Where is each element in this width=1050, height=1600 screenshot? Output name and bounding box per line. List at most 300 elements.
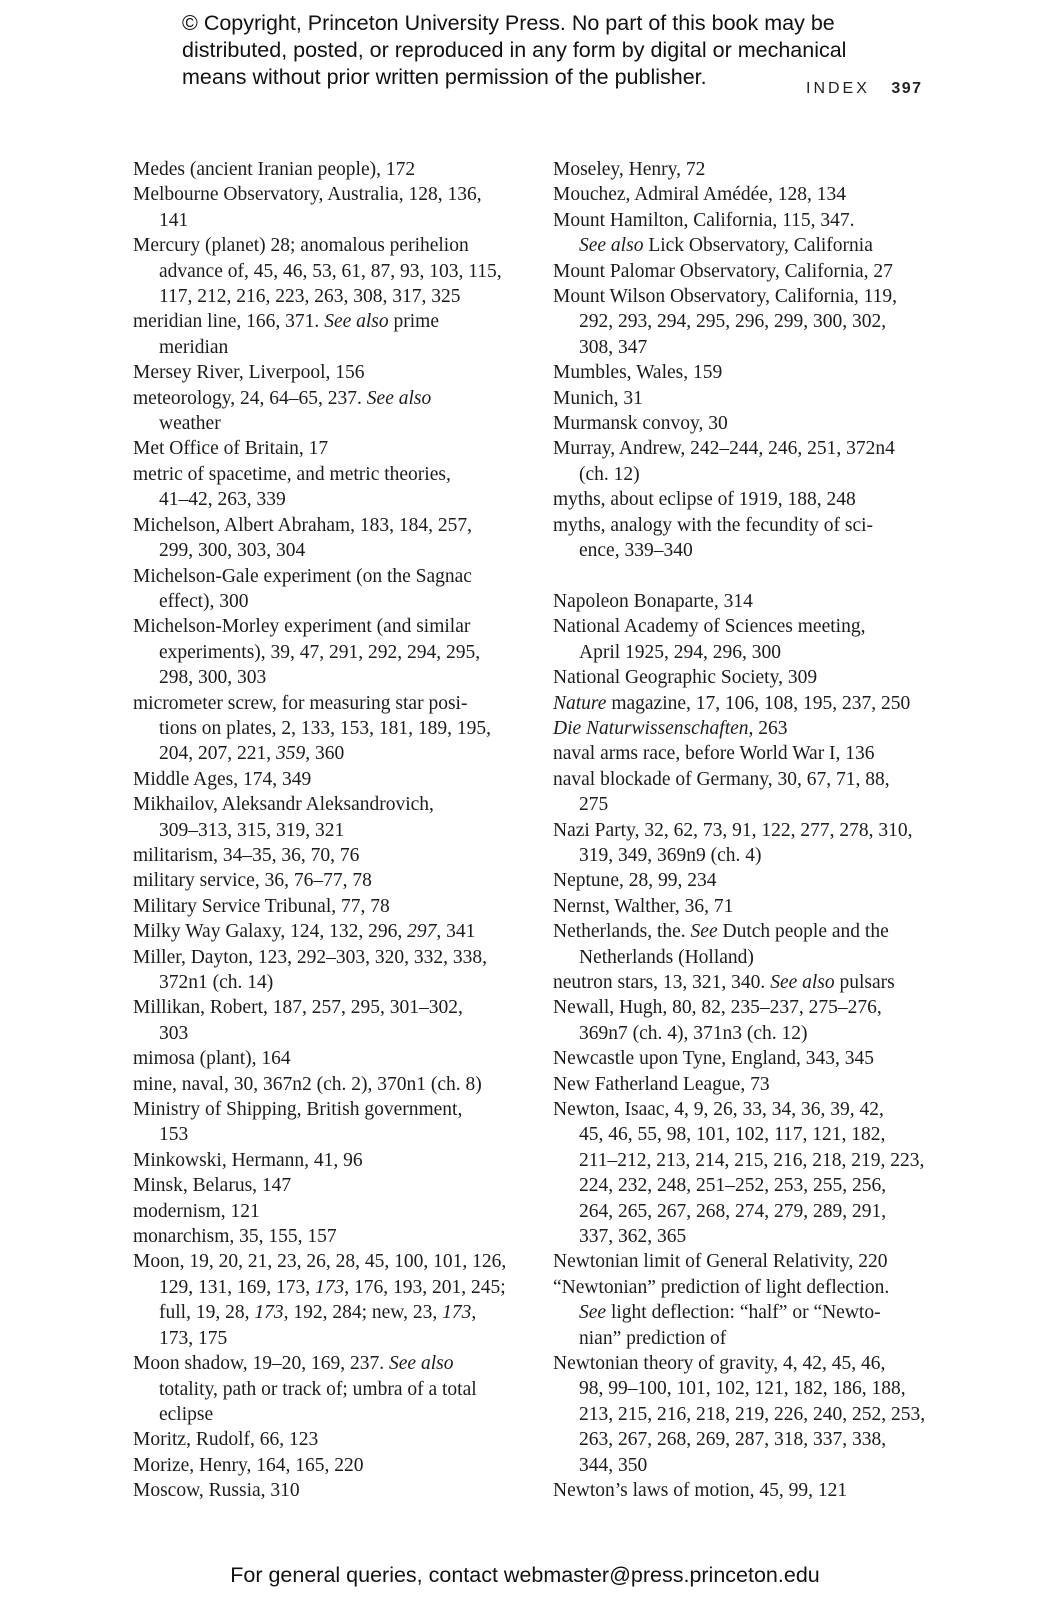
copyright-notice xyxy=(182,10,902,91)
entry-text: Miller, Dayton, 123, 292–303, 320, 332, 338, xyxy=(133,946,487,968)
index-entry-continuation-line xyxy=(553,1300,938,1325)
entry-text: Morize, Henry, 164, 165, 220 xyxy=(133,1454,364,1476)
index-entry-continuation-line xyxy=(133,1377,513,1402)
entry-text: experiments), 39, 47, 291, 292, 294, 295, xyxy=(159,641,481,663)
entry-text: Melbourne Observatory, Australia, 128, 136, xyxy=(133,184,482,206)
entry-text: , 192, 284; new, 23, xyxy=(283,1302,443,1324)
entry-text: , 341 xyxy=(436,921,476,943)
index-entry xyxy=(553,970,938,995)
entry-text: 129, 131, 169, 173, xyxy=(159,1276,315,1298)
entry-text: prime xyxy=(388,311,439,333)
index-entry xyxy=(133,843,513,868)
index-entry-continuation-line xyxy=(553,843,938,868)
entry-text: naval arms race, before World War I, 136 xyxy=(553,743,875,765)
entry-text: 98, 99–100, 101, 102, 121, 182, 186, 188, xyxy=(579,1378,906,1400)
entry-italic-text: See xyxy=(579,1302,607,1324)
entry-text: effect), 300 xyxy=(159,590,249,612)
index-entry xyxy=(133,1351,513,1427)
entry-text: nian” prediction of xyxy=(579,1327,727,1349)
entry-text: Middle Ages, 174, 349 xyxy=(133,768,312,790)
entry-text: light deflection: “half” or “Newto- xyxy=(606,1302,881,1324)
entry-text: mimosa (plant), 164 xyxy=(133,1048,291,1070)
index-entry xyxy=(133,1478,513,1503)
index-entry-heading-line xyxy=(553,868,938,893)
index-entry-heading-line xyxy=(133,1427,513,1452)
index-entry-continuation-line xyxy=(553,1453,938,1478)
index-entry-continuation-line xyxy=(133,640,513,665)
index-entry xyxy=(553,716,938,741)
copyright-line: © Copyright, Princeton University Press. No part of this book may be xyxy=(182,11,835,35)
entry-text: Minsk, Belarus, 147 xyxy=(133,1175,292,1197)
entry-text: militarism, 34–35, 36, 70, 76 xyxy=(133,844,360,866)
entry-text: 372n1 (ch. 14) xyxy=(159,972,274,993)
index-entry-heading-line xyxy=(133,1199,513,1224)
entry-text: myths, analogy with the fecundity of sci- xyxy=(553,514,874,536)
entry-text: Netherlands, the. xyxy=(553,921,691,943)
entry-text: ence, 339–340 xyxy=(579,540,693,562)
entry-text: 141 xyxy=(159,209,189,231)
entry-text: monarchism, 35, 155, 157 xyxy=(133,1226,337,1248)
index-entry xyxy=(133,614,513,690)
index-entry xyxy=(553,741,938,766)
index-entry xyxy=(133,1173,513,1198)
index-entry-continuation-line xyxy=(553,792,938,817)
index-entry-continuation-line xyxy=(553,1021,938,1046)
entry-text: full, 19, 28, xyxy=(159,1302,255,1324)
entry-text: weather xyxy=(159,413,221,435)
entry-text: 299, 300, 303, 304 xyxy=(159,540,306,562)
index-entry xyxy=(553,360,938,385)
index-entry xyxy=(553,1249,938,1274)
entry-text: military service, 36, 76–77, 78 xyxy=(133,870,372,892)
index-entry-continuation-line xyxy=(133,665,513,690)
running-head xyxy=(806,80,923,98)
index-entry-continuation-line xyxy=(133,538,513,563)
index-entry-heading-line xyxy=(133,360,513,385)
entry-italic-text: See also xyxy=(579,235,644,257)
index-entry-heading-line xyxy=(553,970,938,995)
index-entry xyxy=(133,309,513,360)
index-entry-heading-line xyxy=(553,1478,938,1503)
entry-text: Ministry of Shipping, British government, xyxy=(133,1099,463,1121)
entry-text: Lick Observatory, California xyxy=(643,235,873,257)
entry-text: Newall, Hugh, 80, 82, 235–237, 275–276, xyxy=(553,997,882,1019)
index-entry xyxy=(553,157,938,182)
entry-text: Nernst, Walther, 36, 71 xyxy=(553,895,734,917)
index-entry-continuation-line xyxy=(133,970,513,995)
entry-text: 344, 350 xyxy=(579,1454,648,1476)
index-entry xyxy=(133,360,513,385)
index-entry-heading-line xyxy=(133,386,513,411)
entry-text: , 360 xyxy=(305,743,345,765)
index-entry-heading-line xyxy=(553,157,938,182)
index-entry-continuation-line xyxy=(133,1021,513,1046)
entry-text: 292, 293, 294, 295, 296, 299, 300, 302, xyxy=(579,311,887,333)
index-entry-continuation-line xyxy=(133,487,513,512)
index-entry xyxy=(133,1199,513,1224)
entry-text: magazine, 17, 106, 108, 195, 237, 250 xyxy=(606,692,911,714)
entry-text: Minkowski, Hermann, 41, 96 xyxy=(133,1149,363,1171)
index-entry xyxy=(553,919,938,970)
index-entry xyxy=(553,614,938,665)
index-entry-heading-line xyxy=(553,894,938,919)
entry-text: 298, 300, 303 xyxy=(159,667,267,689)
entry-text: mine, naval, 30, 367n2 (ch. 2), 370n1 (ch. 8) xyxy=(133,1073,482,1095)
index-entry xyxy=(553,284,938,360)
index-entry-heading-line xyxy=(133,1097,513,1122)
entry-text: (ch. 12) xyxy=(579,463,640,485)
index-entry-heading-line xyxy=(133,436,513,461)
entry-text: Moseley, Henry, 72 xyxy=(553,159,706,180)
index-entry-heading-line xyxy=(553,259,938,284)
index-entry-continuation-line xyxy=(553,1326,938,1351)
index-entry xyxy=(553,208,938,259)
index-entry-heading-line xyxy=(553,1072,938,1097)
index-entry-continuation-line xyxy=(133,208,513,233)
index-entry xyxy=(553,1072,938,1097)
entry-text: Mercury (planet) 28; anomalous perihelion xyxy=(133,235,469,257)
index-entry-heading-line xyxy=(133,1072,513,1097)
entry-text: Dutch people and the xyxy=(717,921,889,943)
entry-text: Michelson, Albert Abraham, 183, 184, 257, xyxy=(133,514,473,536)
entry-text: totality, path or track of; umbra of a total xyxy=(159,1378,477,1400)
index-entry-heading-line xyxy=(133,1249,513,1274)
entry-text: Nazi Party, 32, 62, 73, 91, 122, 277, 278, 310, xyxy=(553,819,913,841)
index-entry-heading-line xyxy=(133,868,513,893)
index-entry-heading-line xyxy=(553,614,938,639)
index-entry xyxy=(553,487,938,512)
index-entry-heading-line xyxy=(553,741,938,766)
index-entry-continuation-line xyxy=(133,1300,513,1325)
entry-text: 224, 232, 248, 251–252, 253, 255, 256, xyxy=(579,1175,887,1197)
index-entry-heading-line xyxy=(133,513,513,538)
entry-text: 369n7 (ch. 4), 371n3 (ch. 12) xyxy=(579,1022,808,1044)
index-entry-continuation-line xyxy=(553,1427,938,1452)
entry-italic-text: 173 xyxy=(254,1302,284,1324)
index-entry-heading-line xyxy=(553,1249,938,1274)
entry-italic-text: See also xyxy=(770,971,835,993)
entry-text: Michelson-Gale experiment (on the Sagnac xyxy=(133,565,472,587)
index-entry-heading-line xyxy=(553,665,938,690)
index-entry xyxy=(133,564,513,615)
index-entry-heading-line xyxy=(133,792,513,817)
entry-italic-text: See also xyxy=(389,1353,454,1375)
entry-text: Michelson-Morley experiment (and similar xyxy=(133,616,471,638)
entry-text: Neptune, 28, 99, 234 xyxy=(553,870,717,892)
index-entry-continuation-line xyxy=(133,716,513,741)
entry-text: meteorology, 24, 64–65, 237. xyxy=(133,387,367,409)
entry-text: Medes (ancient Iranian people), 172 xyxy=(133,159,416,180)
index-entry xyxy=(553,436,938,487)
entry-text: 173, 175 xyxy=(159,1327,228,1349)
index-entry xyxy=(133,1148,513,1173)
index-entry-continuation-line xyxy=(133,284,513,309)
index-entry-continuation-line xyxy=(553,335,938,360)
entry-text: meridian xyxy=(159,336,229,358)
index-entry-continuation-line xyxy=(133,1326,513,1351)
entry-text: Newton, Isaac, 4, 9, 26, 33, 34, 36, 39, 42, xyxy=(553,1099,884,1121)
index-entry xyxy=(133,1249,513,1351)
entry-text: Mumbles, Wales, 159 xyxy=(553,362,723,384)
index-entry xyxy=(133,462,513,513)
index-entry-heading-line xyxy=(553,995,938,1020)
entry-text: April 1925, 294, 296, 300 xyxy=(579,641,782,663)
index-entry-continuation-line xyxy=(553,1376,938,1401)
index-entry xyxy=(133,436,513,461)
index-entry xyxy=(553,767,938,818)
entry-italic-text: See also xyxy=(366,387,432,409)
index-entry-continuation-line xyxy=(553,538,938,563)
index-entry xyxy=(553,691,938,716)
entry-text: Mount Palomar Observatory, California, 27 xyxy=(553,260,893,282)
entry-text: Munich, 31 xyxy=(553,387,643,409)
index-entry-heading-line xyxy=(553,360,938,385)
index-entry xyxy=(553,665,938,690)
index-entry xyxy=(133,919,513,944)
index-entry-continuation-line xyxy=(133,818,513,843)
entry-text: , xyxy=(471,1302,477,1324)
index-entry xyxy=(133,945,513,996)
entry-text: Murray, Andrew, 242–244, 246, 251, 372n4 xyxy=(553,438,895,460)
index-entry-heading-line xyxy=(133,157,513,182)
entry-text: Moon, 19, 20, 21, 23, 26, 28, 45, 100, 101, 126, xyxy=(133,1251,507,1273)
index-entry xyxy=(553,386,938,411)
index-entry-continuation-line xyxy=(553,640,938,665)
index-entry-heading-line xyxy=(133,1224,513,1249)
entry-text: Newtonian theory of gravity, 4, 42, 45, 46, xyxy=(553,1353,886,1375)
index-entry xyxy=(133,1072,513,1097)
entry-text: Mouchez, Admiral Amédée, 128, 134 xyxy=(553,184,846,206)
entry-italic-text: 359 xyxy=(276,743,306,765)
entry-text: Moon shadow, 19–20, 169, 237. xyxy=(133,1353,390,1375)
letter-group-gap xyxy=(553,564,938,589)
index-column-right xyxy=(553,157,938,1504)
entry-text: Murmansk convoy, 30 xyxy=(553,413,728,435)
entry-text: 319, 349, 369n9 (ch. 4) xyxy=(579,844,762,866)
index-entry-heading-line xyxy=(133,1453,513,1478)
index-entry-continuation-line xyxy=(553,1224,938,1249)
copyright-line: means without prior written permission of the publisher. xyxy=(182,65,707,89)
index-entry-continuation-line xyxy=(553,1402,938,1427)
index-entry xyxy=(133,386,513,437)
copyright-line: distributed, posted, or reproduced in any form by digital or mechanical xyxy=(182,38,847,62)
index-entry-heading-line xyxy=(133,309,513,334)
index-entry-heading-line xyxy=(133,182,513,207)
entry-text: Met Office of Britain, 17 xyxy=(133,438,329,460)
entry-text: 213, 215, 216, 218, 219, 226, 240, 252, 253, xyxy=(579,1403,926,1425)
entry-text: 41–42, 263, 339 xyxy=(159,489,286,511)
index-entry xyxy=(133,157,513,182)
index-entry-continuation-line xyxy=(553,233,938,258)
entry-italic-text: 173 xyxy=(442,1302,472,1324)
index-entry xyxy=(553,818,938,869)
entry-italic-text: See also xyxy=(324,311,389,333)
index-entry-heading-line xyxy=(133,1478,513,1503)
index-entry-heading-line xyxy=(133,843,513,868)
index-entry-heading-line xyxy=(133,1173,513,1198)
index-entry xyxy=(133,894,513,919)
index-entry xyxy=(553,182,938,207)
entry-text: 204, 207, 221, xyxy=(159,743,276,765)
index-entry xyxy=(553,1097,938,1249)
index-entry xyxy=(553,1351,938,1478)
index-entry-heading-line xyxy=(553,589,938,614)
index-entry-heading-line xyxy=(553,1046,938,1071)
entry-italic-text: Die Naturwissenschaften xyxy=(553,717,749,739)
index-entry-heading-line xyxy=(133,919,513,944)
entry-text: Mersey River, Liverpool, 156 xyxy=(133,362,365,384)
index-entry-continuation-line xyxy=(553,1148,938,1173)
index-entry-heading-line xyxy=(133,691,513,716)
index-entry-heading-line xyxy=(553,513,938,538)
index-entry xyxy=(133,767,513,792)
index-entry xyxy=(133,691,513,767)
index-entry-heading-line xyxy=(553,436,938,461)
index-entry-heading-line xyxy=(133,1148,513,1173)
entry-text: Milky Way Galaxy, 124, 132, 296, xyxy=(133,921,408,943)
entry-italic-text: 173 xyxy=(315,1276,345,1298)
index-entry xyxy=(133,1224,513,1249)
index-entry-continuation-line xyxy=(553,1122,938,1147)
entry-text: 45, 46, 55, 98, 101, 102, 117, 121, 182, xyxy=(579,1124,886,1146)
index-entry xyxy=(553,259,938,284)
index-entry xyxy=(553,513,938,564)
index-entry xyxy=(133,995,513,1046)
index-entry-heading-line xyxy=(553,411,938,436)
entry-text: Military Service Tribunal, 77, 78 xyxy=(133,895,390,917)
index-entry-heading-line xyxy=(553,1351,938,1376)
entry-text: neutron stars, 13, 321, 340. xyxy=(553,971,771,993)
index-entry-continuation-line xyxy=(133,335,513,360)
entry-text: metric of spacetime, and metric theories, xyxy=(133,463,451,485)
index-entry-heading-line xyxy=(553,818,938,843)
entry-text: National Academy of Sciences meeting, xyxy=(553,616,866,638)
index-entry-heading-line xyxy=(553,919,938,944)
entry-text: , 176, 193, 201, 245; xyxy=(344,1276,506,1298)
index-entry-heading-line xyxy=(553,182,938,207)
index-entry-heading-line xyxy=(133,995,513,1020)
index-entry-continuation-line xyxy=(133,589,513,614)
entry-text: eclipse xyxy=(159,1403,214,1425)
index-entry xyxy=(133,868,513,893)
entry-text: myths, about eclipse of 1919, 188, 248 xyxy=(553,489,856,511)
entry-text: 337, 362, 365 xyxy=(579,1226,687,1248)
index-entry xyxy=(133,1097,513,1148)
index-entry-heading-line xyxy=(553,1275,938,1300)
index-entry xyxy=(133,233,513,309)
index-entry-continuation-line xyxy=(133,1122,513,1147)
index-entry-continuation-line xyxy=(553,462,938,487)
entry-text: Mikhailov, Aleksandr Aleksandrovich, xyxy=(133,794,434,816)
entry-text: pulsars xyxy=(834,971,895,993)
index-entry xyxy=(553,894,938,919)
entry-text: naval blockade of Germany, 30, 67, 71, 88, xyxy=(553,768,890,790)
entry-text: Newton’s laws of motion, 45, 99, 121 xyxy=(553,1480,848,1502)
index-entry-heading-line xyxy=(553,716,938,741)
index-entry-continuation-line xyxy=(133,411,513,436)
index-entry-heading-line xyxy=(133,945,513,970)
index-entry xyxy=(553,1046,938,1071)
index-entry-heading-line xyxy=(553,487,938,512)
entry-text: 275 xyxy=(579,794,609,816)
entry-italic-text: See xyxy=(690,921,718,943)
entry-text: 308, 347 xyxy=(579,336,648,358)
index-entry-heading-line xyxy=(133,894,513,919)
index-entry xyxy=(133,1427,513,1452)
index-entry xyxy=(133,792,513,843)
entry-text: Mount Hamilton, California, 115, 347. xyxy=(553,209,855,231)
entry-text: , 263 xyxy=(748,717,788,739)
entry-text: 264, 265, 267, 268, 274, 279, 289, 291, xyxy=(579,1200,887,1222)
index-entry xyxy=(553,868,938,893)
index-entry xyxy=(553,1478,938,1503)
index-entry-continuation-line xyxy=(553,309,938,334)
index-entry-heading-line xyxy=(133,1351,513,1376)
entry-text: 309–313, 315, 319, 321 xyxy=(159,819,345,841)
entry-text: Millikan, Robert, 187, 257, 295, 301–302, xyxy=(133,997,463,1019)
index-entry-heading-line xyxy=(553,386,938,411)
entry-text: 211–212, 213, 214, 215, 216, 218, 219, 223, xyxy=(579,1149,925,1171)
index-entry-continuation-line xyxy=(133,1402,513,1427)
index-entry-continuation-line xyxy=(553,1173,938,1198)
entry-text: Moritz, Rudolf, 66, 123 xyxy=(133,1429,319,1451)
entry-text: advance of, 45, 46, 53, 61, 87, 93, 103, 115, xyxy=(159,260,502,282)
index-entry-heading-line xyxy=(553,691,938,716)
entry-text: 117, 212, 216, 223, 263, 308, 317, 325 xyxy=(159,286,461,308)
entry-text: Newtonian limit of General Relativity, 220 xyxy=(553,1251,888,1273)
index-entry-heading-line xyxy=(133,767,513,792)
entry-italic-text: Nature xyxy=(553,692,607,714)
index-entry xyxy=(553,411,938,436)
entry-text: tions on plates, 2, 133, 153, 181, 189, 195, xyxy=(159,717,492,739)
entry-text: Moscow, Russia, 310 xyxy=(133,1480,300,1502)
entry-text: Napoleon Bonaparte, 314 xyxy=(553,590,753,612)
index-entry-heading-line xyxy=(133,564,513,589)
entry-text: micrometer screw, for measuring star posi- xyxy=(133,692,468,714)
entry-text: New Fatherland League, 73 xyxy=(553,1073,770,1095)
entry-text: Mount Wilson Observatory, California, 119, xyxy=(553,286,898,308)
index-entry xyxy=(133,1046,513,1071)
entry-text: Newcastle upon Tyne, England, 343, 345 xyxy=(553,1048,875,1070)
index-entry-heading-line xyxy=(133,1046,513,1071)
index-entry-continuation-line xyxy=(133,741,513,766)
index-entry xyxy=(553,1275,938,1351)
entry-italic-text: 297 xyxy=(407,921,437,943)
index-entry-heading-line xyxy=(133,614,513,639)
entry-text: “Newtonian” prediction of light deflection. xyxy=(553,1276,890,1298)
index-entry-heading-line xyxy=(133,462,513,487)
index-entry-heading-line xyxy=(553,767,938,792)
index-entry xyxy=(553,589,938,614)
entry-text: modernism, 121 xyxy=(133,1200,260,1222)
entry-text: 153 xyxy=(159,1124,189,1146)
index-entry-heading-line xyxy=(553,284,938,309)
entry-text: National Geographic Society, 309 xyxy=(553,667,818,689)
footer-contact: For general queries, contact webmaster@press.princeton.edu xyxy=(230,1563,820,1587)
index-column-left xyxy=(133,157,513,1504)
index-entry-heading-line xyxy=(553,208,938,233)
entry-text: 303 xyxy=(159,1022,189,1044)
index-entry-continuation-line xyxy=(133,259,513,284)
index-entry xyxy=(553,995,938,1046)
index-entry-heading-line xyxy=(133,233,513,258)
entry-text: meridian line, 166, 371. xyxy=(133,311,325,333)
index-entry-continuation-line xyxy=(553,945,938,970)
index-entry-continuation-line xyxy=(553,1199,938,1224)
index-entry xyxy=(133,1453,513,1478)
entry-text: Netherlands (Holland) xyxy=(579,946,754,968)
index-entry xyxy=(133,182,513,233)
